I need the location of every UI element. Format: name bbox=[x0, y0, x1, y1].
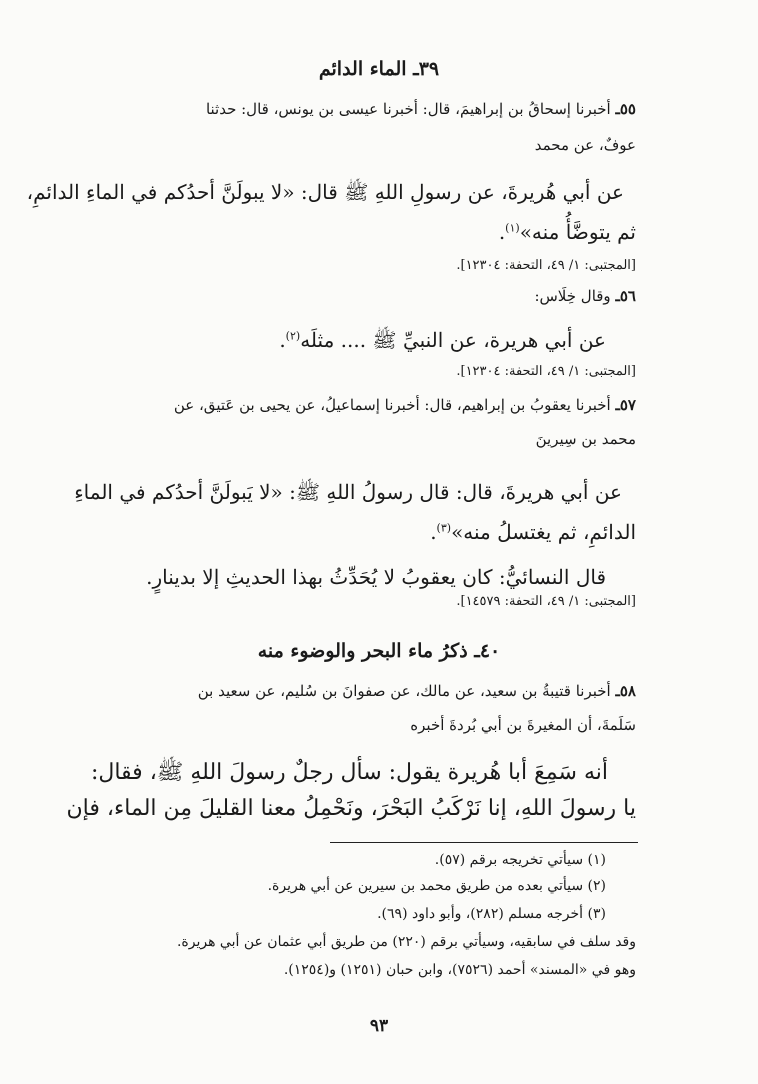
nasai-comment: قال النسائيُّ: كان يعقوبُ لا يُحَدِّثُ بهذا الحديثِ إلا بدينارٍ. bbox=[146, 565, 606, 589]
footnote-2: (٢) سيأتي بعده من طريق محمد بن سيرين عن أبي هريرة. bbox=[267, 878, 606, 894]
page-number: ٩٣ bbox=[369, 1016, 389, 1036]
hadith-55-number: ٥٥ـ bbox=[615, 100, 636, 118]
footnote-marker-1: (١) bbox=[505, 221, 520, 235]
footnote-marker-3: (٣) bbox=[436, 521, 452, 535]
hadith-58-isnad-line-2: سَلَمةَ، أن المغيرةَ بن أبي بُردةَ أخبره bbox=[410, 716, 636, 734]
hadith-57-matn-line-2: الدائمِ، ثم يغتسلُ منه»$^{(٣)}$. bbox=[430, 520, 636, 544]
hadith-57-reference: [المجتبى: ١/ ٤٩، التحفة: ١٤٥٧٩]. bbox=[456, 594, 636, 609]
footnote-3-continued-1: وقد سلف في سابقيه، وسيأتي برقم (٢٢٠) من طريق أبي عثمان عن أبي هريرة. bbox=[176, 934, 636, 950]
footnote-3: (٣) أخرجه مسلم (٢٨٢)، وأبو داود (٦٩). bbox=[377, 906, 606, 922]
hadith-57-matn-line-1: عن أبي هريرةَ، قال: قال رسولُ اللهِ ﷺ: «لا يَبولَنَّ أحدُكم في الماءِ bbox=[74, 480, 622, 504]
hadith-58-matn-line-1: أنه سَمِعَ أبا هُريرة يقول: سأل رجلٌ رسولَ اللهِ ﷺ، فقال: bbox=[90, 760, 608, 785]
hadith-56-number: ٥٦ـ bbox=[615, 287, 636, 305]
footnote-3-continued-2: وهو في «المسند» أحمد (٧٥٢٦)، وابن حبان (١٢٥١) و(١٢٥٤). bbox=[283, 962, 636, 978]
hadith-56-reference: [المجتبى: ١/ ٤٩، التحفة: ١٢٣٠٤]. bbox=[456, 364, 636, 379]
hadith-57-number: ٥٧ـ bbox=[615, 396, 636, 414]
hadith-56-isnad: ٥٦ـ وقال خِلَاس: bbox=[534, 287, 636, 305]
hadith-57-isnad-line-2: محمد بن سِيرينَ bbox=[535, 430, 636, 448]
footnote-1: (١) سيأتي تخريجه برقم (٥٧). bbox=[434, 852, 606, 868]
hadith-56-matn: عن أبي هريرة، عن النبيِّ ﷺ .... مثلَه$^{(٢)}$. bbox=[279, 328, 606, 352]
hadith-57-isnad-line-1: ٥٧ـ أخبرنا يعقوبُ بن إبراهيم، قال: أخبرنا إسماعيلُ، عن يحيى بن عَتيق، عن bbox=[173, 396, 636, 414]
hadith-55-reference: [المجتبى: ١/ ٤٩، التحفة: ١٢٣٠٤]. bbox=[456, 258, 636, 273]
hadith-58-isnad-line-1: ٥٨ـ أخبرنا قتيبةُ بن سعيد، عن مالك، عن صفوانَ بن سُليم، عن سعيد بن bbox=[197, 682, 636, 700]
hadith-55-isnad-line-2: عوفٌ، عن محمد bbox=[534, 136, 636, 154]
hadith-55-matn-line-2: ثم يتوضَّأُ منه»$^{(١)}$. bbox=[498, 220, 636, 244]
hadith-58-matn-line-2: يا رسولَ اللهِ، إنا نَرْكَبُ البَحْرَ، ونَحْمِلُ معنا القليلَ مِن الماء، فإن bbox=[66, 796, 636, 821]
footnote-separator bbox=[330, 842, 638, 843]
hadith-58-number: ٥٨ـ bbox=[615, 682, 636, 700]
footnote-marker-2: (٢) bbox=[285, 329, 301, 343]
chapter-40-title: ٤٠ـ ذكرُ ماء البحر والوضوء منه bbox=[257, 640, 501, 662]
hadith-55-isnad-line-1: ٥٥ـ أخبرنا إسحاقُ بن إبراهيمَ، قال: أخبرنا عيسى بن يونس، قال: حدثنا bbox=[205, 100, 636, 118]
hadith-55-matn-line-1: عن أبي هُريرةَ، عن رسولِ اللهِ ﷺ قال: «لا يبولَنَّ أحدُكم في الماءِ الدائمِ، bbox=[26, 180, 624, 204]
chapter-39-title: ٣٩ـ الماء الدائم bbox=[318, 58, 440, 80]
